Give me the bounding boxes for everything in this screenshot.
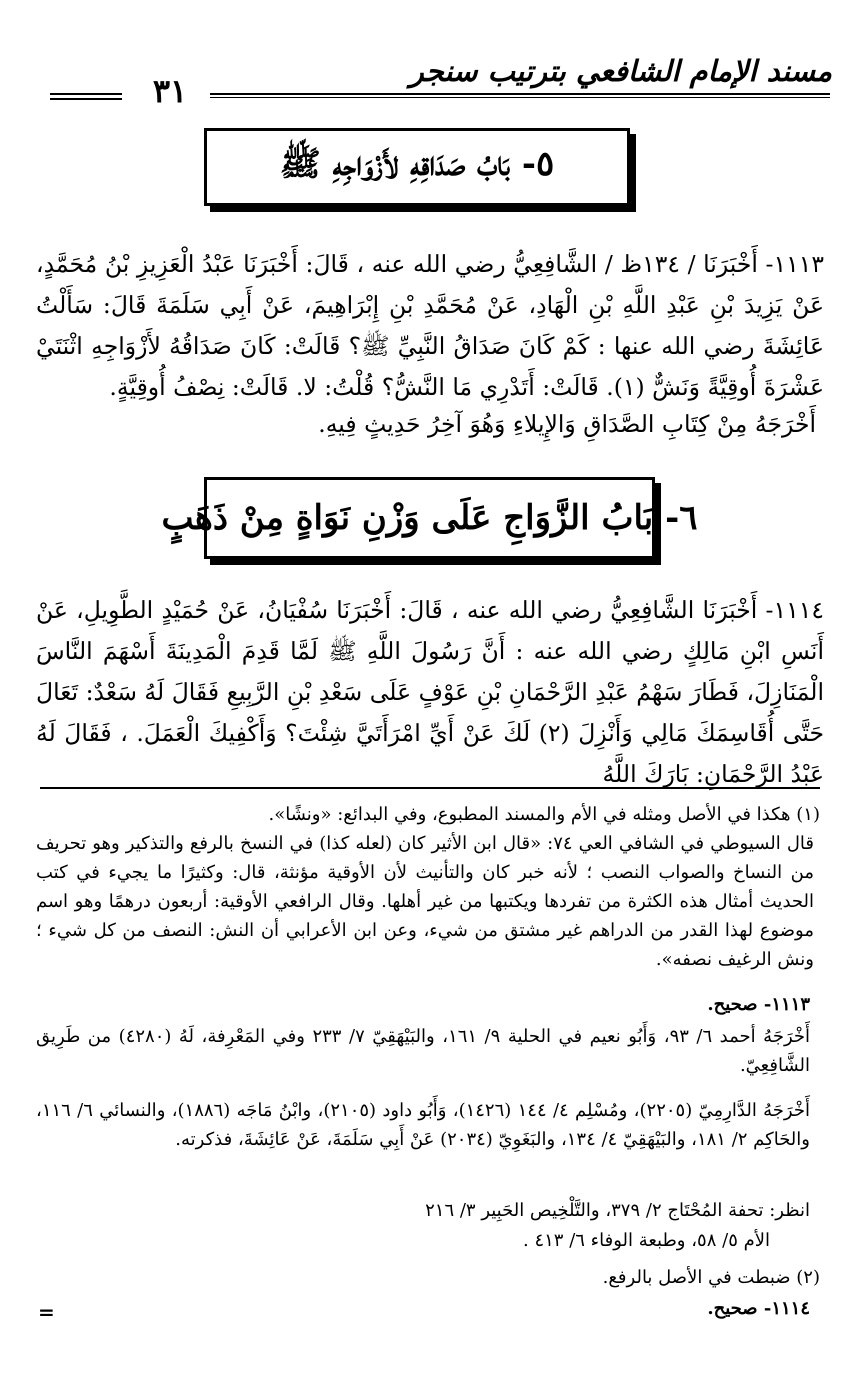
see-also-1: انظر: تحفة المُحْتَاج ٢/ ٣٧٩، والتَّلْخِيص الحَبِير ٣/ ٢١٦ [425, 1200, 810, 1221]
header-rule [210, 93, 830, 98]
grade-1113: ١١١٣- صحيح. [707, 994, 810, 1015]
chapter-heading-6 [161, 477, 698, 559]
hadith-1114-text: ١١١٤- أَخْبَرَنَا الشَّافِعِيُّ رضي الله عنه ، قَالَ: أَخْبَرَنَا سُفْيَانُ، عَنْ حُمَيْدٍ الطَّوِيلِ، عَنْ أَنَسِ ابْنِ مَالِكٍ رضي الله عنه : أَنَّ رَسُولَ اللَّهِ ﷺ لَمَّا قَدِمَ الْمَدِينَةَ أَسْهَمَ النَّاسَ الْمَنَازِلَ، فَطَارَ سَهْمُ عَبْدِ الرَّحْمَانِ بْنِ عَوْفٍ عَلَى سَعْدِ بْنِ الرَّبِيعِ فَقَالَ لَهُ سَعْدٌ: تَعَالَ حَتَّى أُقَاسِمَكَ مَالِي وَأَنْزِلَ (٢) لَكَ عَنْ أَيِّ امْرَأَتَيَّ شِئْتَ؟ وَأَكْفِيكَ الْعَمَلَ. ، فَقَالَ لَهُ عَبْدُ الرَّحْمَانِ: بَارَكَ اللَّهُ [36, 596, 824, 788]
footnote-separator [40, 787, 820, 789]
hadith-1113-source: أَخْرَجَهُ مِنْ كِتَابِ الصَّدَاقِ وَالإِيلاءِ وَهُوَ آخِرُ حَدِيثٍ فِيهِ. [318, 410, 816, 438]
see-also-2: الأم ٥/ ٥٨، وطبعة الوفاء ٦/ ٤١٣ . [523, 1230, 770, 1251]
takhrij-1113-a: أَخْرَجَهُ أحمد ٦/ ٩٣، وَأَبُو نعيم في الحلية ٩/ ١٦١، والبَيْهَقِيّ ٧/ ٢٣٣ وفي المَعْرِفة، لَهُ (٤٢٨٠) من طَرِيق الشَّافِعِيّ. [36, 1026, 811, 1076]
grade-1114: ١١١٤- صحيح. [707, 1298, 810, 1319]
chapter-heading-5-text: ٥- بَابُ صَدَاقِهِ لأَزْوَاجِهِ ﷺ [279, 143, 555, 184]
footnote-2: (٢) ضبطت في الأصل بالرفع. [602, 1267, 820, 1288]
chapter-heading-6-text: ٦- بَابُ الزَّوَاجِ عَلَى وَزْنِ نَوَاةٍ مِنْ ذَهَبٍ [161, 498, 698, 538]
chapter-heading-5 [204, 128, 630, 206]
running-header-title: مسند الإمام الشافعي بترتيب سنجر [409, 54, 832, 88]
continuation-mark: = [38, 1300, 55, 1324]
footnote-1-head: (١) هكذا في الأصل ومثله في الأم والمسند المطبوع، وفي البدائع: «ونشًا». [268, 804, 820, 825]
page-number: ٣١ [152, 72, 188, 110]
footnote-1-body: قال السيوطي في الشافي العي ٧٤: «قال ابن الأثير كان (لعله كذا) في النسخ بالرفع والتذكير وهو تحريف من النساخ والصواب النصب ؛ لأنه خبر كان والتأنيث لأن الأوقية مؤنثة، قال: وكثيرًا ما يجيء في كتب الحديث أمثال هذه الكثرة من تفردها ويكتبها من غير أهلها. وقال الرافعي الأوقية: أربعون درهمًا وهو اسم موضوع لهذا القدر من الدراهم غير مشتق من شيء، وعن ابن الأعرابي أن النش: النصف من كل شيء ؛ ونش الرغيف نصفه». [36, 833, 815, 970]
header-left-rule [50, 93, 122, 100]
hadith-1113-text: ١١١٣- أَخْبَرَنَا / ١٣٤ظ / الشَّافِعِيُّ رضي الله عنه ، قَالَ: أَخْبَرَنَا عَبْدُ الْعَزِيزِ بْنُ مُحَمَّدٍ، عَنْ يَزِيدَ بْنِ عَبْدِ اللَّهِ بْنِ الْهَادِ، عَنْ مُحَمَّدِ بْنِ إِبْرَاهِيمَ، عَنْ أَبِي سَلَمَةَ قَالَ: سَأَلْتُ عَائِشَةَ رضي الله عنها : كَمْ كَانَ صَدَاقُ النَّبِيِّ ﷺ؟ قَالَتْ: كَانَ صَدَاقُهُ لأَزْوَاجِهِ اثْنَتَيْ عَشْرَةَ أُوقِيَّةً وَنَشٌّ (١). قَالَتْ: أَتَدْرِي مَا النَّشُّ؟ قُلْتُ: لا. قَالَتْ: نِصْفُ أُوقِيَّةٍ. [36, 250, 824, 401]
takhrij-1113-b: أَخْرَجَهُ الدَّارِمِيّ (٢٢٠٥)، ومُسْلِم ٤/ ١٤٤ (١٤٢٦)، وَأَبُو داود (٢١٠٥)، وابْنُ مَاجَه (١٨٨٦)، والنسائي ٦/ ١١٦، والحَاكِم ٢/ ١٨١، والبَيْهَقِيّ ٤/ ١٣٤، والبَغَوِيّ (٢٠٣٤) عَنْ أَبِي سَلَمَةَ، عَنْ عَائِشَةَ، فذكرته. [36, 1100, 810, 1150]
